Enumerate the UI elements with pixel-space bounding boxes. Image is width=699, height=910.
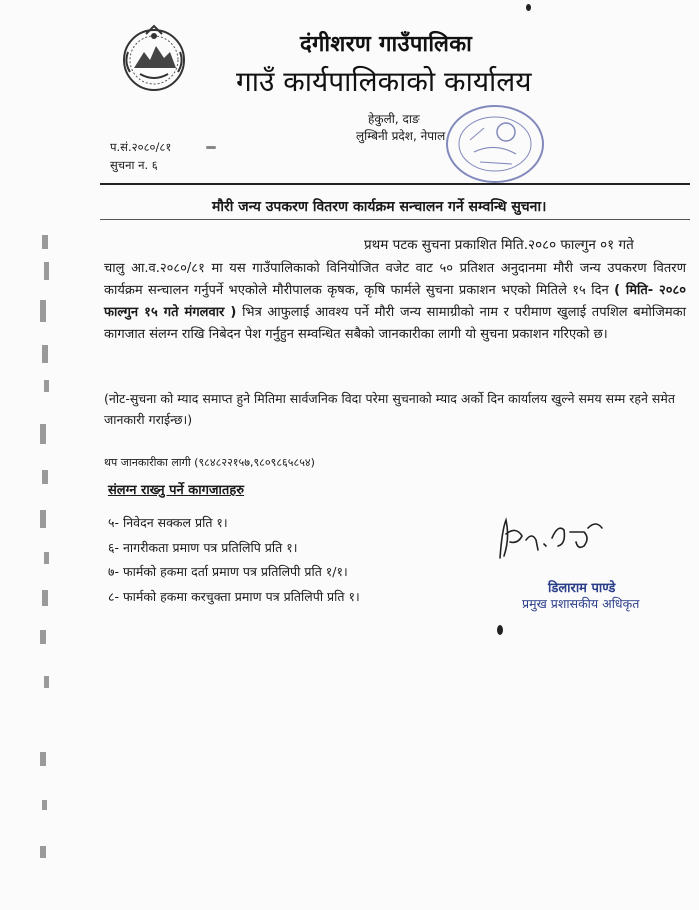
- deadline-text: ( मिति- २०८० फाल्गुन १५ गते मंगलवार ): [104, 283, 686, 320]
- list-item: ७- फार्मको हकमा दर्ता प्रमाण पत्र प्रतिलिपी प्रति १/१।: [108, 564, 348, 579]
- scan-mark: [42, 800, 47, 810]
- list-item: ८- फार्मको हकमा करचुक्ता प्रमाण पत्र प्रतिलिपी प्रति १।: [108, 588, 360, 604]
- scan-mark: [40, 630, 46, 644]
- municipality-title: दंगीशरण गाउँपालिका: [300, 32, 473, 57]
- header-rule: [100, 183, 690, 185]
- scan-speck: [206, 146, 216, 149]
- scan-mark: [44, 552, 49, 564]
- office-title: गाउँ कार्यपालिकाको कार्यालय: [236, 65, 532, 98]
- scan-mark: [40, 752, 46, 766]
- list-item: ५- निवेदन सक्कल प्रति १।: [108, 515, 228, 530]
- heading-rule: [100, 219, 690, 220]
- letter-number: प.सं.२०८०/८१: [110, 140, 172, 154]
- scan-speck: [526, 4, 531, 11]
- nepal-emblem-icon: [118, 22, 190, 94]
- scan-mark: [44, 380, 49, 392]
- scan-mark: [40, 846, 46, 858]
- scan-speck: [497, 625, 503, 635]
- publish-date: प्रथम पटक सुचना प्रकाशित मिति.२०८० फाल्गुन ०१ गते: [364, 237, 634, 253]
- scan-mark: [42, 590, 48, 606]
- body-part-1: चालु आ.व.२०८०/८१ मा यस गाउँपालिकाको विनियोजित वजेट वाट ५० प्रतिशत अनुदानमा मौरी जन्य उपकरण वितरण कार्यक्रम सन्चालन गर्नुपर्ने भएकोले मौरीपालक कृषक, कृषि फार्मले सुचना प्रकाशन भएको मितिले १५ दिन: [104, 261, 686, 298]
- notice-body: [104, 258, 686, 346]
- notice-heading: मौरी जन्य उपकरण वितरण कार्यक्रम सन्चालन गर्ने सम्वन्धि सुचना।: [212, 199, 547, 215]
- scan-mark: [44, 262, 49, 280]
- address-line-1: हेकुली, दाङ: [368, 112, 420, 126]
- scan-mark: [44, 676, 49, 688]
- scan-mark: [40, 510, 46, 528]
- list-item: ६- नागरीकता प्रमाण पत्र प्रतिलिपि प्रति १।: [108, 539, 298, 555]
- scan-mark: [42, 235, 48, 249]
- body-part-2: भित्र आफुलाई आवश्य पर्ने मौरी जन्य सामाग्रीको नाम र परीमाण खुलाई तपशिल बमोजिमका कागजात संलग्न राखि निबेदन पेश गर्नुहुन सम्वन्धित सबैको जानकारीका लागी यो सुचना प्रकाशन गरिएको छ।: [104, 305, 686, 342]
- scan-mark: [42, 470, 48, 484]
- scan-mark: [42, 345, 48, 363]
- handwritten-signature: [492, 510, 622, 570]
- office-stamp-icon: [440, 98, 550, 190]
- contact-info: थप जानकारीका लागी (९८४८२२१५७,९८०९८६५८५४): [104, 456, 315, 469]
- attachments-list: [108, 514, 360, 612]
- signatory-name: डिलाराम पाण्डे: [548, 581, 616, 596]
- scan-mark: [40, 300, 46, 322]
- notice-note: (नोट-सुचना को म्याद समाप्त हुने मितिमा सार्वजनिक विदा परेमा सुचनाको म्याद अर्को दिन कार्यालय खुल्ने समय सम्म रहने समेत जानकारी गराईन्छ।): [104, 391, 675, 427]
- address-line-2: लुम्बिनी प्रदेश, नेपाल: [356, 129, 446, 143]
- attachments-heading: संलग्न राख्नु पर्ने कागजातहरु: [108, 483, 245, 498]
- notice-number: सुचना न. ६: [110, 158, 158, 172]
- scan-mark: [40, 424, 46, 444]
- signatory-title: प्रमुख प्रशासकीय अधिकृत: [522, 596, 640, 611]
